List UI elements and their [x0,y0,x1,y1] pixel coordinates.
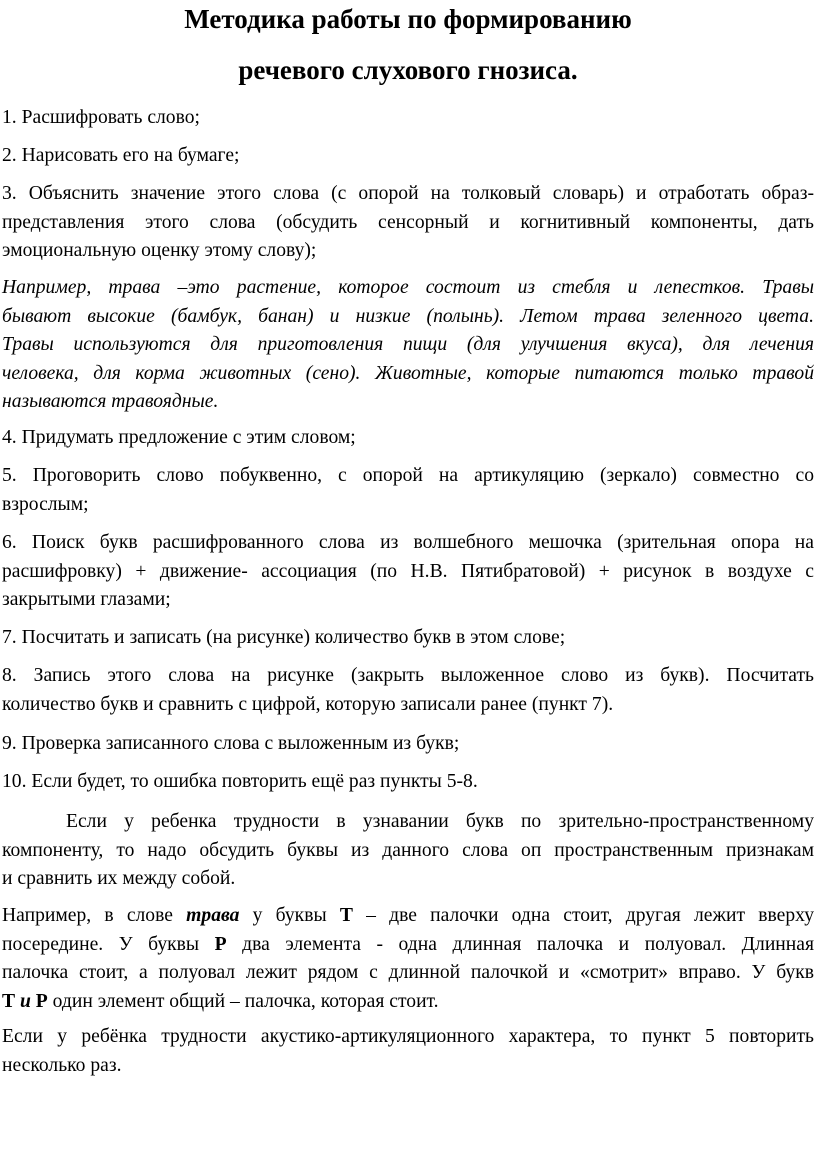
step-8-line: 8. Запись этого слова на рисунке (закрыть выложенное слово из букв). Посчитать [2,665,814,686]
example-letters-text: – две палочки одна стоит, другая лежит вверху [352,905,815,926]
step-7 [2,624,814,653]
example-letters-text: у буквы [239,905,340,926]
example-letters-line [2,902,814,931]
document-title-line-2: речевого слухового гнозиса. [238,55,578,85]
step-10-text: 10. Если будет, то ошибка повторить ещё раз пункты 5-8. [2,771,478,792]
example-letters-text: посередине. У буквы [2,933,215,955]
letter-r: Р [214,933,227,955]
step-9-text: 9. Проверка записанного слова с выложенным из букв; [2,733,460,754]
step-7-text: 7. Посчитать и записать (на рисунке) количество букв в этом слове; [2,627,566,648]
example-grass-line: бывают высокие (бамбук, банан) и низкие (полынь). Летом трава зеленного цвета. [2,305,814,327]
note-acoustic-line: несколько раз. [2,1054,122,1076]
letter-r: Р [35,990,48,1012]
example-letters-line: палочка стоит, а полуовал лежит рядом с длинной палочкой и «смотрит» вправо. У букв [2,962,814,983]
note-visual-spatial-line: Если у ребенка трудности в узнавании букв по зрительно-пространственному [66,811,814,832]
example-letters [2,902,814,1016]
step-5-line: взрослым; [2,493,89,515]
example-grass-line: человека, для корма животных (сено). Животные, которые питаются только травой [2,362,814,384]
step-4-text: 4. Придумать предложение с этим словом; [2,427,356,448]
example-letters-text: два элемента - одна длинная палочка и полуовал. Длинная [226,933,814,955]
step-1 [2,104,814,133]
step-5 [2,462,814,519]
letter-t: Т [339,905,353,926]
step-5-line: 5. Проговорить слово побуквенно, с опорой на артикуляцию (зеркало) совместно со [2,465,814,486]
example-grass-line: Травы используются для приготовления пищи (для улучшения вкуса), для лечения [2,334,814,355]
note-visual-spatial-line: и сравнить их между собой. [2,868,236,889]
step-2-text: 2. Нарисовать его на бумаге; [2,145,240,166]
example-letters-text: один элемент общий – палочка, которая стоит. [47,990,439,1012]
step-6 [2,529,814,615]
example-letters-line [2,931,814,960]
step-4 [2,424,814,453]
step-9 [2,730,814,759]
step-3-line: 3. Объяснить значение этого слова (с опорой на толковый словарь) и отработать образ- [2,183,814,204]
step-6-line: закрытыми глазами; [2,589,171,610]
step-3-line: эмоциональную оценку этому слову); [2,240,317,261]
step-6-line: 6. Поиск букв расшифрованного слова из волшебного мешочка (зрительная опора на [2,532,814,553]
example-grass-line: называются травоядные. [2,391,219,412]
step-2 [2,142,814,171]
note-visual-spatial-line: компоненту, то надо обсудить буквы из данного слова оп пространственным признакам [2,839,814,861]
example-grass [2,274,814,417]
note-acoustic-line: Если у ребёнка трудности акустико-артикуляционного характера, то пункт 5 повторить [2,1026,814,1047]
example-letters-line [2,988,814,1017]
note-visual-spatial [2,808,814,894]
step-8-line: количество букв и сравнить с цифрой, которую записали ранее (пункт 7). [2,693,614,715]
letter-t: Т [2,990,16,1012]
step-3 [2,180,814,266]
step-10 [2,768,814,797]
step-6-line: расшифровку) + движение- ассоциация (по Н.В. Пятибратовой) + рисунок в воздухе с [2,560,814,582]
example-letters-text: и [15,990,36,1012]
example-letters-text: Например, в слове [2,905,187,926]
note-acoustic [2,1023,814,1080]
example-word-trava: трава [186,905,240,926]
step-3-line: представления этого слова (обсудить сенсорный и когнитивный компоненты, дать [2,211,814,233]
example-grass-line: Например, трава –это растение, которое состоит из стебля и лепестков. Травы [2,277,814,298]
step-8 [2,662,814,719]
step-1-text: 1. Расшифровать слово; [2,107,200,128]
document-title-line-1: Методика работы по формированию [184,4,632,34]
